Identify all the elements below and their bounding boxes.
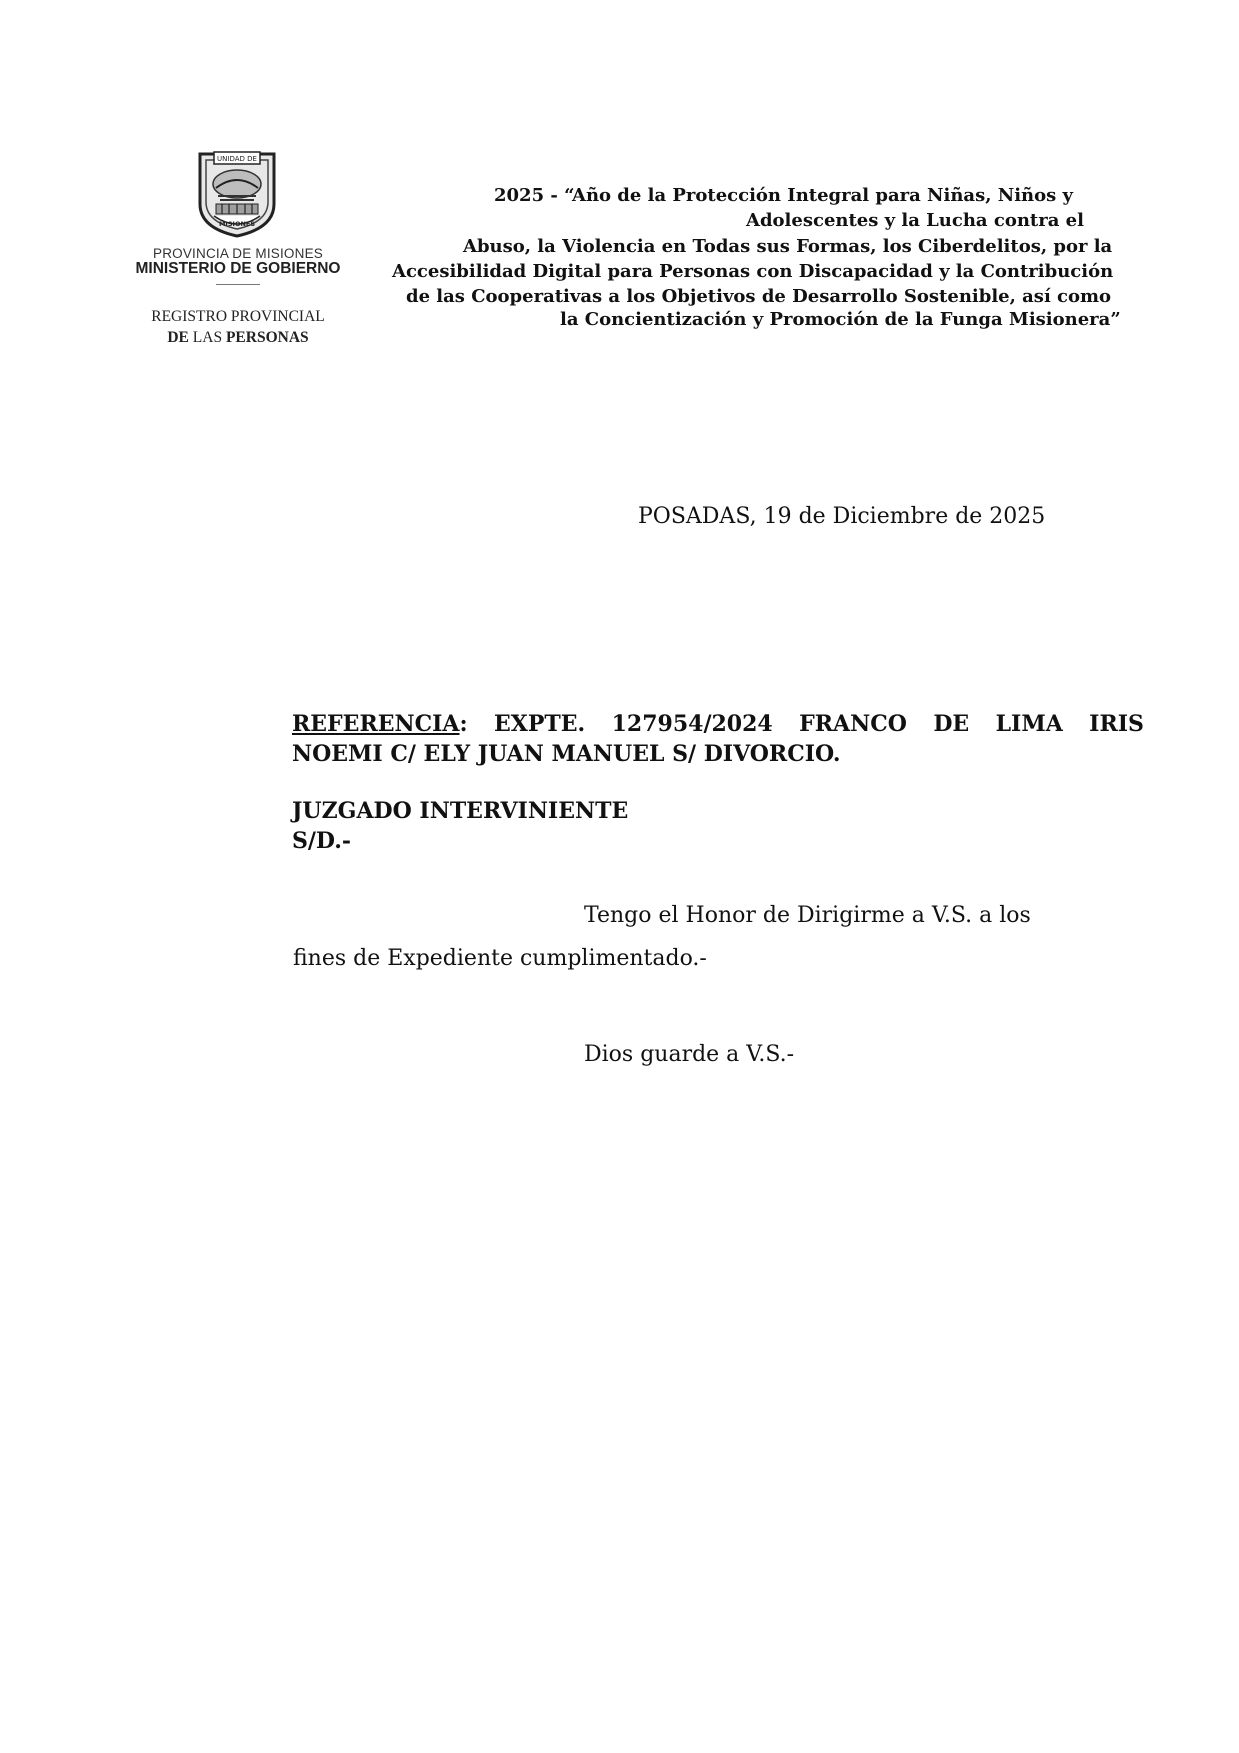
reference-word: LIMA [995, 711, 1063, 737]
letterhead-divider [216, 284, 260, 285]
reference-word: 127954/2024 [611, 711, 773, 737]
body-line-1: Tengo el Honor de Dirigirme a V.S. a los [584, 903, 1031, 928]
motto-line-3: Abuso, la Violencia en Todas sus Formas, los Ciberdelitos, por la [463, 236, 1113, 257]
reference-label-group [292, 709, 468, 739]
reference-word: IRIS [1089, 711, 1144, 737]
registry-name-line1: REGISTRO PROVINCIAL [151, 308, 325, 325]
reference-colon: : [459, 711, 468, 737]
closing-line: Dios guarde a V.S.- [584, 1042, 795, 1067]
reference-line-2: NOEMI C/ ELY JUAN MANUEL S/ DIVORCIO. [292, 741, 841, 767]
reference-word: DE [933, 711, 970, 737]
motto-line-6: la Concientización y Promoción de la Funga Misionera” [560, 309, 1121, 330]
province-name: PROVINCIA DE MISIONES [153, 246, 323, 261]
reference-block [292, 709, 1144, 769]
reference-label: REFERENCIA [292, 711, 460, 737]
motto-line-1: 2025 - “Año de la Protección Integral para Niñas, Niños y [494, 185, 1074, 206]
svg-text:UNIDAD DE: UNIDAD DE [217, 155, 257, 163]
motto-line-2: Adolescentes y la Lucha contra el [746, 210, 1084, 231]
recipient-sd: S/D.- [292, 828, 352, 854]
ministry-name: MINISTERIO DE GOBIERNO [135, 260, 341, 277]
recipient-court: JUZGADO INTERVINIENTE [292, 798, 629, 824]
svg-text:MISIONES: MISIONES [218, 220, 256, 228]
provincial-crest-icon [194, 150, 280, 238]
registry-word-de: DE [167, 329, 189, 346]
letter-date: POSADAS, 19 de Diciembre de 2025 [638, 504, 1046, 529]
registry-word-las: LAS [192, 329, 223, 346]
reference-word: FRANCO [799, 711, 907, 737]
motto-line-5: de las Cooperativas a los Objetivos de Desarrollo Sostenible, así como [406, 286, 1112, 307]
registry-name-line2 [120, 329, 356, 347]
motto-line-4: Accesibilidad Digital para Personas con Discapacidad y la Contribución [392, 261, 1114, 282]
registry-word-personas: PERSONAS [225, 329, 309, 346]
reference-word: EXPTE. [494, 711, 586, 737]
body-line-2: fines de Expediente cumplimentado.- [293, 946, 707, 971]
reference-line-1 [292, 709, 1144, 739]
